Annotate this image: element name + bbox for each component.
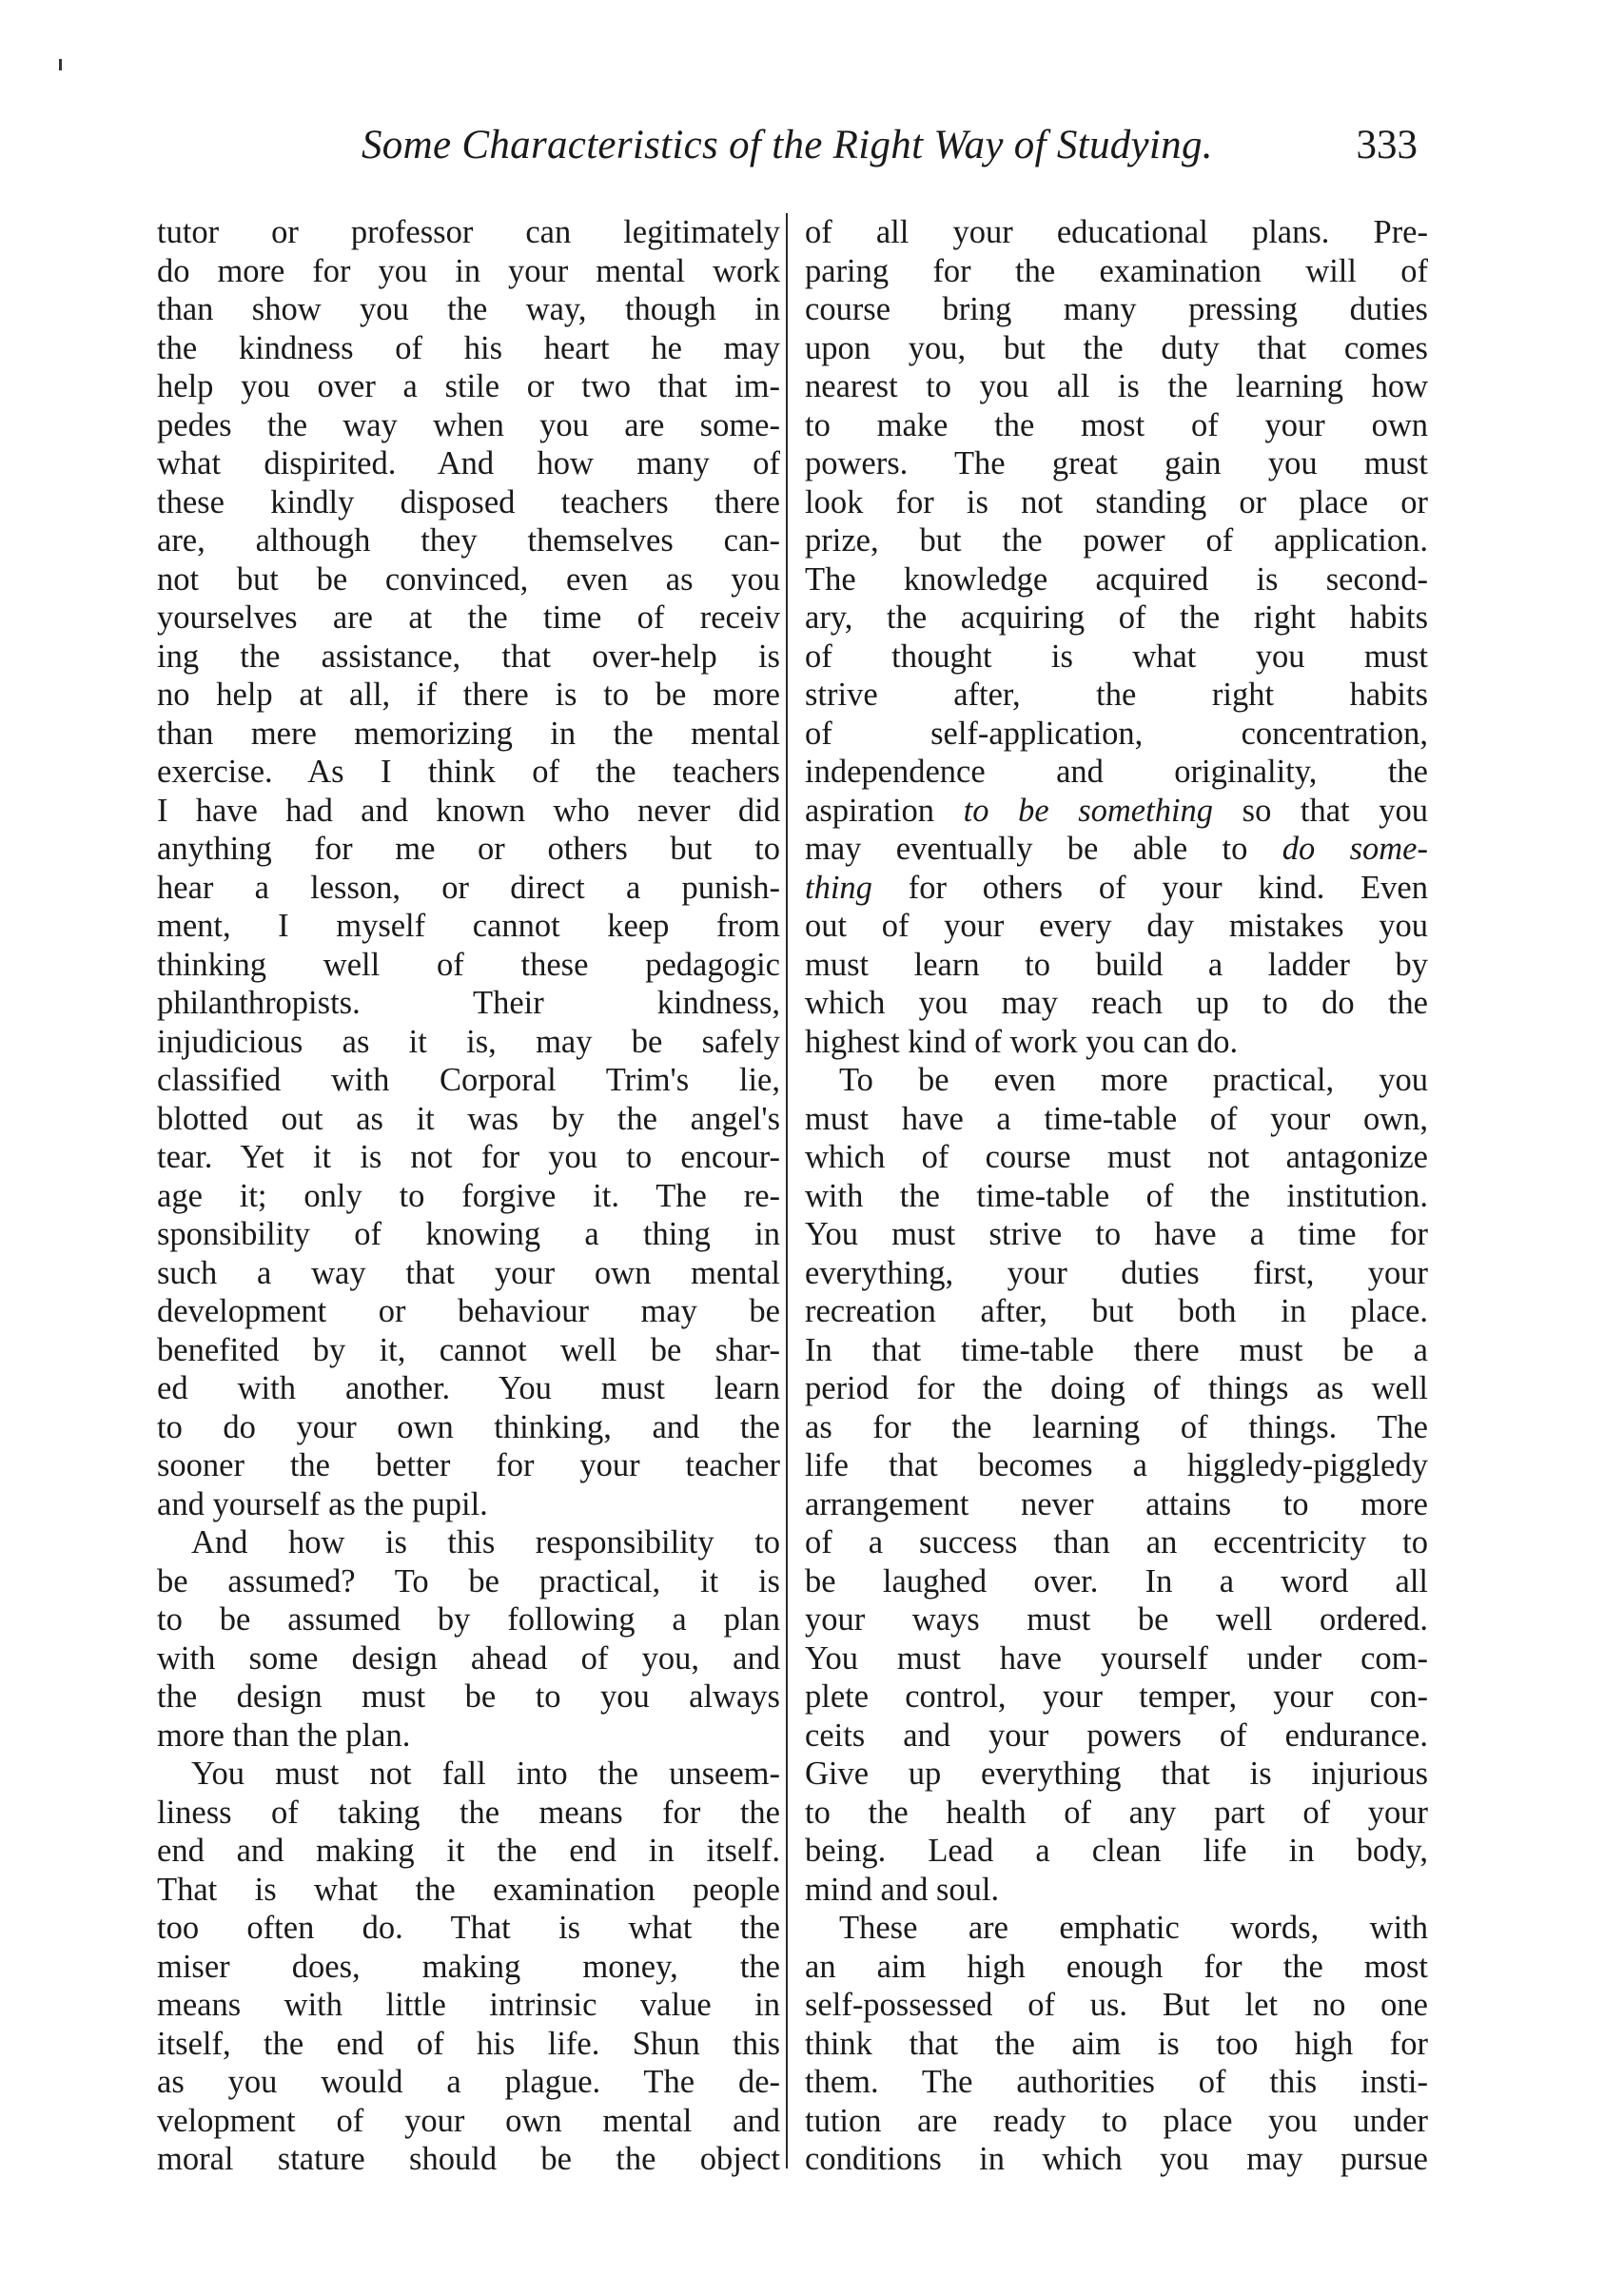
text-line: to be assumed by following a plan xyxy=(157,1601,780,1638)
text-line: exercise. As I think of the teachers xyxy=(157,754,780,790)
text-line: means with little intrinsic value in xyxy=(157,1987,780,2023)
text-line: an aim high enough for the most xyxy=(805,1948,1428,1985)
text-line: help you over a stile or two that im- xyxy=(157,368,780,404)
text-line: to the health of any part of your xyxy=(805,1794,1428,1831)
running-title: Some Characteristics of the Right Way of Studying. xyxy=(362,123,1213,167)
text-line: more than the plan. xyxy=(157,1717,411,1754)
text-line: I have had and known who never did xyxy=(157,792,780,829)
text-line: tution are ready to place you under xyxy=(805,2102,1428,2139)
text-line: You must strive to have a time for xyxy=(805,1216,1428,1252)
text-line: pedes the way when you are some- xyxy=(157,406,780,443)
text-line: These are emphatic words, with xyxy=(839,1910,1428,1946)
text-line: to do your own thinking, and the xyxy=(157,1408,780,1445)
text-line: than show you the way, though in xyxy=(157,291,780,327)
text-line: In that time-table there must be a xyxy=(805,1331,1428,1368)
text-line: Give up everything that is injurious xyxy=(805,1756,1428,1792)
text-line: philanthropists. Their kindness, xyxy=(157,985,780,1021)
text-line: must learn to build a ladder by xyxy=(805,946,1428,983)
text-line: hear a lesson, or direct a punish- xyxy=(157,869,780,906)
text-line: what dispirited. And how many of xyxy=(157,445,780,481)
left-column xyxy=(157,213,780,2192)
text-line: of self-application, concentration, xyxy=(805,715,1428,752)
text-line: itself, the end of his life. Shun this xyxy=(157,2025,780,2062)
text-line: ed with another. You must learn xyxy=(157,1370,780,1406)
text-line: arrangement never attains to more xyxy=(805,1485,1428,1522)
text-line: conditions in which you may pursue xyxy=(805,2141,1428,2177)
text-line: thing for others of your kind. Even xyxy=(805,869,1428,906)
text-line: life that becomes a higgledy-piggledy xyxy=(805,1447,1428,1483)
text-line: the kindness of his heart he may xyxy=(157,329,780,366)
text-line: think that the aim is too high for xyxy=(805,2025,1428,2062)
text-line: tear. Yet it is not for you to encour- xyxy=(157,1139,780,1175)
running-head xyxy=(152,122,1418,188)
text-line: may eventually be able to do some- xyxy=(805,831,1428,867)
page-number: 333 xyxy=(1356,123,1418,167)
text-line: do more for you in your mental work xyxy=(157,252,780,289)
print-speck xyxy=(59,59,62,70)
text-line: plete control, your temper, your con- xyxy=(805,1678,1428,1715)
text-line: period for the doing of things as well xyxy=(805,1370,1428,1406)
text-line: ceits and your powers of endurance. xyxy=(805,1717,1428,1754)
text-line: the design must be to you always xyxy=(157,1678,780,1715)
text-line: paring for the examination will of xyxy=(805,252,1428,289)
text-line: course bring many pressing duties xyxy=(805,291,1428,327)
text-line: everything, your duties first, your xyxy=(805,1254,1428,1291)
text-line: highest kind of work you can do. xyxy=(805,1023,1239,1060)
text-line: with the time-table of the institution. xyxy=(805,1177,1428,1214)
text-line: end and making it the end in itself. xyxy=(157,1833,780,1869)
text-line: of thought is what you must xyxy=(805,638,1428,675)
text-line: than mere memorizing in the mental xyxy=(157,715,780,752)
text-line: not but be convinced, even as you xyxy=(157,560,780,598)
text-line: tutor or professor can legitimately xyxy=(157,214,780,250)
text-line: being. Lead a clean life in body, xyxy=(805,1833,1428,1869)
text-line: liness of taking the means for the xyxy=(157,1794,780,1831)
text-line: look for is not standing or place or xyxy=(805,483,1428,520)
text-line: The knowledge acquired is second- xyxy=(805,560,1428,598)
text-line: mind and soul. xyxy=(805,1871,1000,1908)
text-line: be assumed? To be practical, it is xyxy=(157,1562,780,1599)
text-line: aspiration to be something so that you xyxy=(805,792,1428,829)
text-line: thinking well of these pedagogic xyxy=(157,946,780,983)
text-line: such a way that your own mental xyxy=(157,1254,780,1291)
text-line: must have a time-table of your own, xyxy=(805,1100,1428,1137)
text-line: sooner the better for your teacher xyxy=(157,1447,780,1483)
text-line: moral stature should be the object xyxy=(157,2141,780,2177)
text-line: are, although they themselves can- xyxy=(157,522,780,559)
text-line: ary, the acquiring of the right habits xyxy=(805,599,1428,636)
text-line: with some design ahead of you, and xyxy=(157,1639,780,1677)
text-line: powers. The great gain you must xyxy=(805,445,1428,481)
text-line: your ways must be well ordered. xyxy=(805,1601,1428,1638)
text-line: blotted out as it was by the angel's xyxy=(157,1100,780,1137)
text-line: And how is this responsibility to xyxy=(191,1524,780,1560)
right-column xyxy=(805,213,1428,2192)
text-line: sponsibility of knowing a thing in xyxy=(157,1216,780,1252)
text-line: as for the learning of things. The xyxy=(805,1408,1428,1445)
text-line: miser does, making money, the xyxy=(157,1948,780,1985)
text-line: these kindly disposed teachers there xyxy=(157,483,780,520)
text-line: prize, but the power of application. xyxy=(805,522,1428,559)
text-line: as you would a plague. The de- xyxy=(157,2064,780,2100)
text-line: upon you, but the duty that comes xyxy=(805,329,1428,366)
text-line: anything for me or others but to xyxy=(157,831,780,867)
text-line: ing the assistance, that over-help is xyxy=(157,638,780,675)
text-line: too often do. That is what the xyxy=(157,1910,780,1946)
text-line: That is what the examination people xyxy=(157,1871,780,1908)
text-line: To be even more practical, you xyxy=(839,1062,1428,1098)
text-line: out of your every day mistakes you xyxy=(805,908,1428,944)
text-line: injudicious as it is, may be safely xyxy=(157,1023,780,1060)
text-line: no help at all, if there is to be more xyxy=(157,677,780,713)
text-line: self-possessed of us. But let no one xyxy=(805,1987,1428,2023)
column-rule xyxy=(786,213,788,2168)
text-line: be laughed over. In a word all xyxy=(805,1562,1428,1599)
text-line: velopment of your own mental and xyxy=(157,2102,780,2139)
text-line: and yourself as the pupil. xyxy=(157,1485,488,1522)
text-line: strive after, the right habits xyxy=(805,677,1428,713)
text-line: yourselves are at the time of receiv xyxy=(157,599,780,636)
text-line: ment, I myself cannot keep from xyxy=(157,908,780,944)
text-line: age it; only to forgive it. The re- xyxy=(157,1177,780,1214)
text-line: them. The authorities of this insti- xyxy=(805,2064,1428,2100)
text-line: of a success than an eccentricity to xyxy=(805,1524,1428,1560)
text-line: which you may reach up to do the xyxy=(805,985,1428,1021)
text-line: You must have yourself under com- xyxy=(805,1639,1428,1677)
text-line: You must not fall into the unseem- xyxy=(191,1756,780,1792)
text-line: development or behaviour may be xyxy=(157,1293,780,1329)
text-line: independence and originality, the xyxy=(805,754,1428,790)
text-line: recreation after, but both in place. xyxy=(805,1293,1428,1329)
text-line: which of course must not antagonize xyxy=(805,1139,1428,1175)
text-line: nearest to you all is the learning how xyxy=(805,368,1428,404)
text-line: classified with Corporal Trim's lie, xyxy=(157,1062,780,1098)
text-line: to make the most of your own xyxy=(805,406,1428,443)
text-line: benefited by it, cannot well be shar- xyxy=(157,1331,780,1368)
text-line: of all your educational plans. Pre- xyxy=(805,214,1428,250)
